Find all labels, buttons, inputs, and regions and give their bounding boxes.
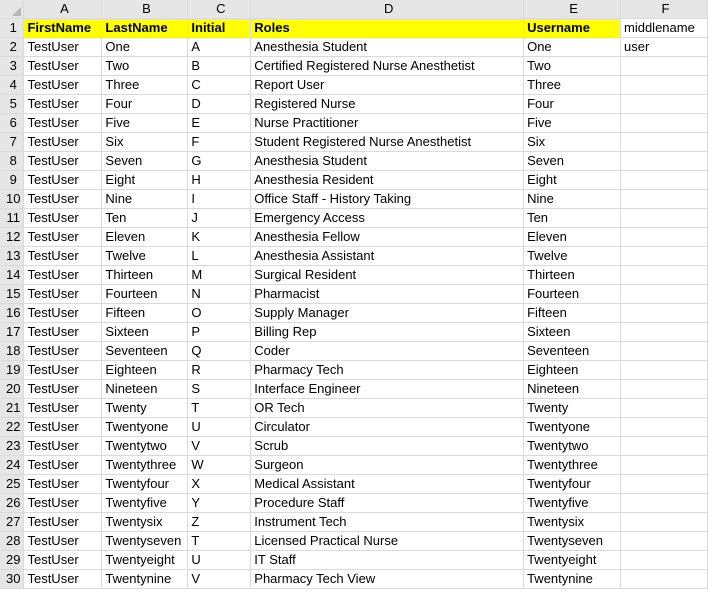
cell-firstname[interactable]: TestUser: [24, 171, 102, 190]
cell-firstname[interactable]: TestUser: [24, 456, 102, 475]
cell-f21[interactable]: [621, 399, 708, 418]
cell-username[interactable]: Three: [524, 76, 621, 95]
cell-username[interactable]: One: [524, 38, 621, 57]
row-header[interactable]: 19: [0, 361, 24, 380]
cell-initial[interactable]: A: [188, 38, 251, 57]
cell-lastname[interactable]: Twentyseven: [102, 532, 188, 551]
cell-f2[interactable]: user: [621, 38, 708, 57]
table-row: [0, 190, 708, 209]
row-header[interactable]: 29: [0, 551, 24, 570]
row-header[interactable]: 10: [0, 190, 24, 209]
cell-firstname[interactable]: TestUser: [24, 38, 102, 57]
select-all-corner[interactable]: [0, 0, 24, 19]
cell-firstname[interactable]: TestUser: [24, 304, 102, 323]
cell-lastname[interactable]: Fourteen: [102, 285, 188, 304]
cell-username[interactable]: Twentyfive: [524, 494, 621, 513]
table-row: [0, 513, 708, 532]
cell-firstname[interactable]: TestUser: [24, 285, 102, 304]
table-row: [0, 209, 708, 228]
table-row: [0, 456, 708, 475]
cell-role[interactable]: Scrub: [251, 437, 524, 456]
cell-initial[interactable]: Q: [188, 342, 251, 361]
row-header[interactable]: 13: [0, 247, 24, 266]
cell-lastname[interactable]: Fifteen: [102, 304, 188, 323]
cell-username[interactable]: Twentyfour: [524, 475, 621, 494]
cell-role[interactable]: Anesthesia Student: [251, 38, 524, 57]
cell-f30[interactable]: [621, 570, 708, 589]
cell-username[interactable]: Twentyeight: [524, 551, 621, 570]
cell-lastname[interactable]: Twentysix: [102, 513, 188, 532]
row-header[interactable]: 24: [0, 456, 24, 475]
cell-lastname[interactable]: Eighteen: [102, 361, 188, 380]
row-header[interactable]: 25: [0, 475, 24, 494]
cell-username[interactable]: Eight: [524, 171, 621, 190]
cell-role[interactable]: Report User: [251, 76, 524, 95]
cell-firstname[interactable]: TestUser: [24, 209, 102, 228]
row-header[interactable]: 16: [0, 304, 24, 323]
cell-lastname[interactable]: Twentynine: [102, 570, 188, 589]
table-row: [0, 399, 708, 418]
cell-firstname[interactable]: TestUser: [24, 133, 102, 152]
cell-firstname[interactable]: TestUser: [24, 57, 102, 76]
cell-username[interactable]: Nineteen: [524, 380, 621, 399]
row-header[interactable]: 3: [0, 57, 24, 76]
cell-role[interactable]: Billing Rep: [251, 323, 524, 342]
cell-initial[interactable]: S: [188, 380, 251, 399]
cell-f22[interactable]: [621, 418, 708, 437]
cell-f6[interactable]: [621, 114, 708, 133]
table-row: [0, 342, 708, 361]
cell-initial[interactable]: C: [188, 76, 251, 95]
cell-f13[interactable]: [621, 247, 708, 266]
cell-firstname[interactable]: TestUser: [24, 247, 102, 266]
cell-lastname[interactable]: Ten: [102, 209, 188, 228]
cell-firstname[interactable]: TestUser: [24, 437, 102, 456]
cell-role[interactable]: Surgeon: [251, 456, 524, 475]
cell-firstname[interactable]: TestUser: [24, 532, 102, 551]
cell-role[interactable]: Surgical Resident: [251, 266, 524, 285]
cell-username[interactable]: Sixteen: [524, 323, 621, 342]
cell-role[interactable]: Nurse Practitioner: [251, 114, 524, 133]
row-header[interactable]: 1: [0, 19, 24, 38]
table-row: [0, 361, 708, 380]
cell-f14[interactable]: [621, 266, 708, 285]
cell-f28[interactable]: [621, 532, 708, 551]
cell-initial[interactable]: Y: [188, 494, 251, 513]
cell-role[interactable]: Student Registered Nurse Anesthetist: [251, 133, 524, 152]
cell-lastname[interactable]: Twentythree: [102, 456, 188, 475]
cell-f4[interactable]: [621, 76, 708, 95]
cell-username[interactable]: Seventeen: [524, 342, 621, 361]
cell-initial[interactable]: Z: [188, 513, 251, 532]
table-row: [0, 247, 708, 266]
cell-f9[interactable]: [621, 171, 708, 190]
cell-initial[interactable]: V: [188, 437, 251, 456]
cell-lastname[interactable]: Twentyfour: [102, 475, 188, 494]
row-header[interactable]: 15: [0, 285, 24, 304]
cell-lastname[interactable]: Twentyfive: [102, 494, 188, 513]
cell-initial[interactable]: H: [188, 171, 251, 190]
cell-f27[interactable]: [621, 513, 708, 532]
cell-f25[interactable]: [621, 475, 708, 494]
cell-initial[interactable]: G: [188, 152, 251, 171]
cell-f15[interactable]: [621, 285, 708, 304]
cell-lastname[interactable]: Twentytwo: [102, 437, 188, 456]
cell-firstname[interactable]: TestUser: [24, 399, 102, 418]
cell-initial[interactable]: T: [188, 399, 251, 418]
row-header[interactable]: 20: [0, 380, 24, 399]
cell-role[interactable]: Certified Registered Nurse Anesthetist: [251, 57, 524, 76]
cell-f3[interactable]: [621, 57, 708, 76]
cell-role[interactable]: Pharmacist: [251, 285, 524, 304]
cell-role[interactable]: Procedure Staff: [251, 494, 524, 513]
cell-lastname[interactable]: Seventeen: [102, 342, 188, 361]
cell-lastname[interactable]: Twenty: [102, 399, 188, 418]
cell-role[interactable]: Pharmacy Tech View: [251, 570, 524, 589]
cell-f7[interactable]: [621, 133, 708, 152]
cell-firstname[interactable]: TestUser: [24, 418, 102, 437]
column-header-c[interactable]: C: [188, 0, 251, 19]
cell-firstname[interactable]: TestUser: [24, 95, 102, 114]
row-header[interactable]: 17: [0, 323, 24, 342]
row-header[interactable]: 2: [0, 38, 24, 57]
cell-lastname[interactable]: Sixteen: [102, 323, 188, 342]
cell-username[interactable]: Seven: [524, 152, 621, 171]
table-row: [0, 133, 708, 152]
cell-role[interactable]: Medical Assistant: [251, 475, 524, 494]
cell-f1[interactable]: middlename: [621, 19, 708, 38]
cell-initial[interactable]: M: [188, 266, 251, 285]
table-row: [0, 304, 708, 323]
cell-f23[interactable]: [621, 437, 708, 456]
cell-role[interactable]: Instrument Tech: [251, 513, 524, 532]
row-header[interactable]: 23: [0, 437, 24, 456]
cell-f5[interactable]: [621, 95, 708, 114]
cell-role[interactable]: Anesthesia Fellow: [251, 228, 524, 247]
column-header-f[interactable]: F: [621, 0, 708, 19]
header-cell-lastname[interactable]: LastName: [102, 19, 188, 38]
table-row: [0, 38, 708, 57]
header-cell-firstname[interactable]: FirstName: [24, 19, 102, 38]
row-header[interactable]: 4: [0, 76, 24, 95]
cell-role[interactable]: Office Staff - History Taking: [251, 190, 524, 209]
cell-role[interactable]: Emergency Access: [251, 209, 524, 228]
cell-firstname[interactable]: TestUser: [24, 76, 102, 95]
cell-username[interactable]: Twentytwo: [524, 437, 621, 456]
cell-firstname[interactable]: TestUser: [24, 266, 102, 285]
column-header-e[interactable]: E: [524, 0, 621, 19]
cell-username[interactable]: Twentysix: [524, 513, 621, 532]
cell-f10[interactable]: [621, 190, 708, 209]
cell-role[interactable]: Pharmacy Tech: [251, 361, 524, 380]
cell-initial[interactable]: U: [188, 418, 251, 437]
cell-initial[interactable]: W: [188, 456, 251, 475]
cell-role[interactable]: IT Staff: [251, 551, 524, 570]
cell-lastname[interactable]: One: [102, 38, 188, 57]
table-row: [0, 380, 708, 399]
table-row: [0, 95, 708, 114]
cell-lastname[interactable]: Twentyeight: [102, 551, 188, 570]
cell-lastname[interactable]: Seven: [102, 152, 188, 171]
table-row: [0, 570, 708, 589]
cell-initial[interactable]: O: [188, 304, 251, 323]
table-row: [0, 152, 708, 171]
cell-initial[interactable]: T: [188, 532, 251, 551]
cell-lastname[interactable]: Thirteen: [102, 266, 188, 285]
row-header[interactable]: 30: [0, 570, 24, 589]
cell-initial[interactable]: F: [188, 133, 251, 152]
cell-lastname[interactable]: Twentyone: [102, 418, 188, 437]
cell-role[interactable]: Circulator: [251, 418, 524, 437]
row-header[interactable]: 14: [0, 266, 24, 285]
cell-role[interactable]: Supply Manager: [251, 304, 524, 323]
cell-f16[interactable]: [621, 304, 708, 323]
header-cell-role[interactable]: Roles: [251, 19, 524, 38]
table-row: [0, 532, 708, 551]
cell-firstname[interactable]: TestUser: [24, 114, 102, 133]
table-row: [0, 57, 708, 76]
table-row: [0, 228, 708, 247]
cell-role[interactable]: Registered Nurse: [251, 95, 524, 114]
cell-lastname[interactable]: Nine: [102, 190, 188, 209]
cell-f11[interactable]: [621, 209, 708, 228]
row-header[interactable]: 12: [0, 228, 24, 247]
cell-username[interactable]: Twenty: [524, 399, 621, 418]
table-row: [0, 114, 708, 133]
cell-lastname[interactable]: Four: [102, 95, 188, 114]
cell-role[interactable]: Anesthesia Student: [251, 152, 524, 171]
column-header-a[interactable]: A: [24, 0, 102, 19]
cell-lastname[interactable]: Three: [102, 76, 188, 95]
cell-username[interactable]: Twentynine: [524, 570, 621, 589]
column-header-d[interactable]: D: [251, 0, 524, 19]
cell-f8[interactable]: [621, 152, 708, 171]
row-header[interactable]: 6: [0, 114, 24, 133]
cell-firstname[interactable]: TestUser: [24, 323, 102, 342]
cell-username[interactable]: Six: [524, 133, 621, 152]
cell-initial[interactable]: X: [188, 475, 251, 494]
cell-role[interactable]: Coder: [251, 342, 524, 361]
cell-role[interactable]: Interface Engineer: [251, 380, 524, 399]
cell-initial[interactable]: L: [188, 247, 251, 266]
cell-username[interactable]: Ten: [524, 209, 621, 228]
row-header[interactable]: 9: [0, 171, 24, 190]
cell-initial[interactable]: E: [188, 114, 251, 133]
cell-lastname[interactable]: Two: [102, 57, 188, 76]
row-header[interactable]: 28: [0, 532, 24, 551]
cell-role[interactable]: Anesthesia Assistant: [251, 247, 524, 266]
cell-lastname[interactable]: Eight: [102, 171, 188, 190]
row-header[interactable]: 27: [0, 513, 24, 532]
cell-username[interactable]: Eighteen: [524, 361, 621, 380]
table-row: [0, 171, 708, 190]
cell-initial[interactable]: K: [188, 228, 251, 247]
column-header-row: [0, 0, 708, 19]
cell-username[interactable]: Four: [524, 95, 621, 114]
cell-role[interactable]: Licensed Practical Nurse: [251, 532, 524, 551]
cell-firstname[interactable]: TestUser: [24, 190, 102, 209]
cell-f24[interactable]: [621, 456, 708, 475]
cell-initial[interactable]: U: [188, 551, 251, 570]
cell-lastname[interactable]: Nineteen: [102, 380, 188, 399]
table-header-row: [0, 19, 708, 38]
cell-firstname[interactable]: TestUser: [24, 361, 102, 380]
cell-lastname[interactable]: Eleven: [102, 228, 188, 247]
table-row: [0, 437, 708, 456]
row-header[interactable]: 21: [0, 399, 24, 418]
cell-username[interactable]: Thirteen: [524, 266, 621, 285]
cell-firstname[interactable]: TestUser: [24, 494, 102, 513]
cell-initial[interactable]: D: [188, 95, 251, 114]
cell-username[interactable]: Fifteen: [524, 304, 621, 323]
cell-role[interactable]: OR Tech: [251, 399, 524, 418]
cell-username[interactable]: Twentyone: [524, 418, 621, 437]
table-row: [0, 494, 708, 513]
row-header[interactable]: 22: [0, 418, 24, 437]
cell-username[interactable]: Eleven: [524, 228, 621, 247]
cell-username[interactable]: Two: [524, 57, 621, 76]
cell-username[interactable]: Twentyseven: [524, 532, 621, 551]
cell-username[interactable]: Twelve: [524, 247, 621, 266]
table-row: [0, 266, 708, 285]
cell-firstname[interactable]: TestUser: [24, 380, 102, 399]
cell-initial[interactable]: J: [188, 209, 251, 228]
cell-lastname[interactable]: Six: [102, 133, 188, 152]
cell-username[interactable]: Five: [524, 114, 621, 133]
cell-username[interactable]: Twentythree: [524, 456, 621, 475]
cell-firstname[interactable]: TestUser: [24, 475, 102, 494]
cell-lastname[interactable]: Twelve: [102, 247, 188, 266]
cell-f26[interactable]: [621, 494, 708, 513]
table-row: [0, 551, 708, 570]
cell-f19[interactable]: [621, 361, 708, 380]
table-row: [0, 285, 708, 304]
row-header[interactable]: 11: [0, 209, 24, 228]
cell-f20[interactable]: [621, 380, 708, 399]
cell-f17[interactable]: [621, 323, 708, 342]
header-cell-initial[interactable]: Initial: [188, 19, 251, 38]
cell-f12[interactable]: [621, 228, 708, 247]
column-header-b[interactable]: B: [102, 0, 188, 19]
cell-f29[interactable]: [621, 551, 708, 570]
cell-lastname[interactable]: Five: [102, 114, 188, 133]
row-header[interactable]: 5: [0, 95, 24, 114]
row-header[interactable]: 7: [0, 133, 24, 152]
cell-f18[interactable]: [621, 342, 708, 361]
cell-initial[interactable]: I: [188, 190, 251, 209]
cell-initial[interactable]: P: [188, 323, 251, 342]
table-row: [0, 418, 708, 437]
cell-role[interactable]: Anesthesia Resident: [251, 171, 524, 190]
cell-firstname[interactable]: TestUser: [24, 570, 102, 589]
cell-firstname[interactable]: TestUser: [24, 551, 102, 570]
cell-initial[interactable]: N: [188, 285, 251, 304]
cell-firstname[interactable]: TestUser: [24, 513, 102, 532]
table-row: [0, 76, 708, 95]
row-header[interactable]: 18: [0, 342, 24, 361]
cell-username[interactable]: Fourteen: [524, 285, 621, 304]
cell-initial[interactable]: V: [188, 570, 251, 589]
header-cell-username[interactable]: Username: [524, 19, 621, 38]
cell-firstname[interactable]: TestUser: [24, 152, 102, 171]
row-header[interactable]: 26: [0, 494, 24, 513]
cell-initial[interactable]: R: [188, 361, 251, 380]
row-header[interactable]: 8: [0, 152, 24, 171]
cell-username[interactable]: Nine: [524, 190, 621, 209]
table-row: [0, 475, 708, 494]
cell-initial[interactable]: B: [188, 57, 251, 76]
table-row: [0, 323, 708, 342]
cell-firstname[interactable]: TestUser: [24, 342, 102, 361]
cell-firstname[interactable]: TestUser: [24, 228, 102, 247]
